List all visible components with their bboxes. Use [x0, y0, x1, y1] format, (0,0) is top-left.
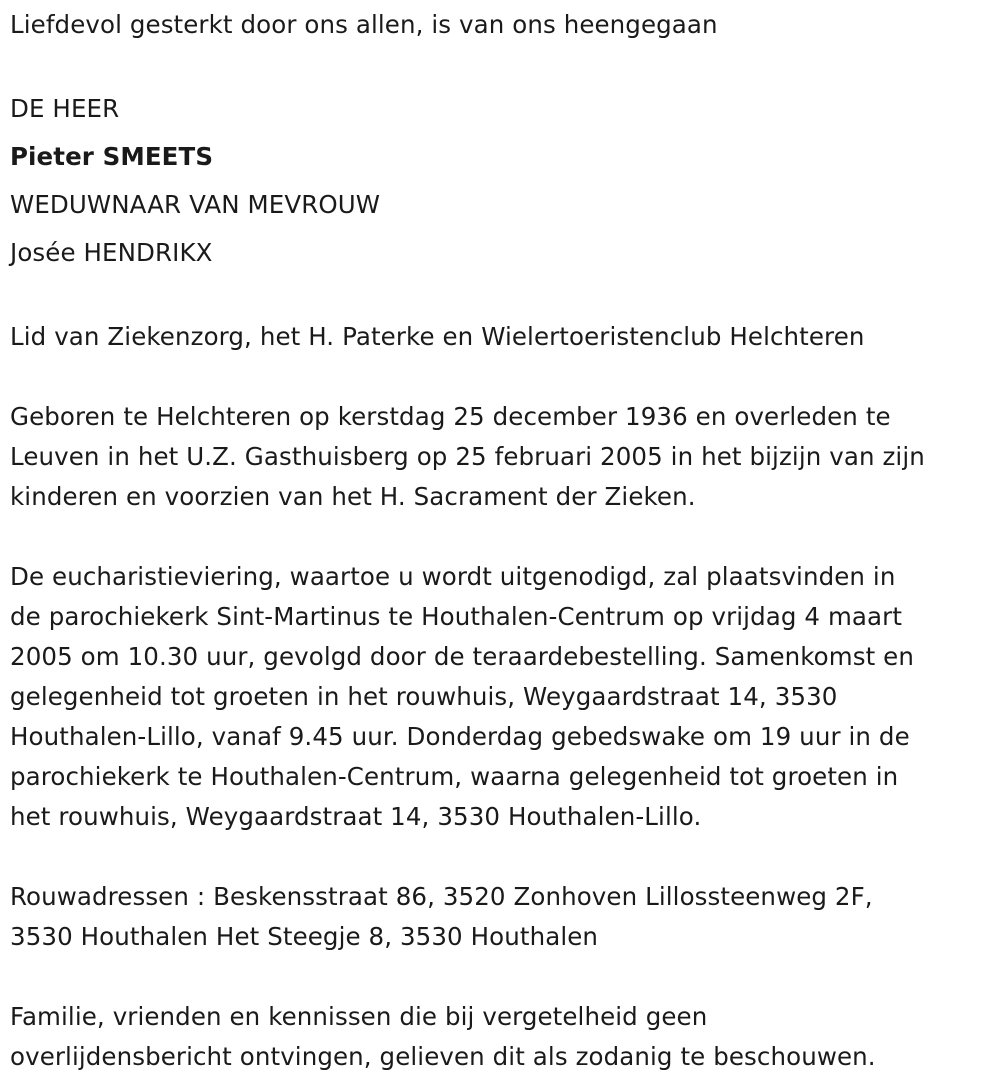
deceased-name: Pieter SMEETS [10, 142, 214, 171]
paragraph-line: 2005 om 10.30 uur, gevolgd door de teraardebestelling. Samenkomst en [10, 642, 914, 671]
paragraph-line: parochiekerk te Houthalen-Centrum, waarna gelegenheid tot groeten in [10, 762, 899, 791]
closing-paragraph [10, 997, 995, 1077]
intro-text: Liefdevol gesterkt door ons allen, is van ons heengegaan [10, 10, 718, 39]
salutation: DE HEER [10, 94, 120, 123]
obituary-notice [10, 0, 995, 1077]
relation-text: WEDUWNAAR VAN MEVROUW [10, 190, 381, 219]
paragraph-line: Leuven in het U.Z. Gasthuisberg op 25 februari 2005 in het bijzijn van zijn [10, 442, 925, 471]
paragraph-line: Houthalen-Lillo, vanaf 9.45 uur. Donderdag gebedswake om 19 uur in de [10, 722, 910, 751]
paragraph-line: Geboren te Helchteren op kerstdag 25 december 1936 en overleden te [10, 402, 891, 431]
deceased-title-block [10, 85, 995, 277]
paragraph-line: het rouwhuis, Weygaardstraat 14, 3530 Houthalen-Lillo. [10, 802, 702, 831]
paragraph-line: 3530 Houthalen Het Steegje 8, 3530 Houthalen [10, 922, 599, 951]
paragraph-line: overlijdensbericht ontvingen, gelieven dit als zodanig te beschouwen. [10, 1042, 876, 1071]
birth-death-paragraph [10, 397, 995, 517]
spouse-name: Josée HENDRIKX [10, 238, 213, 267]
membership-text: Lid van Ziekenzorg, het H. Paterke en Wielertoeristenclub Helchteren [10, 322, 865, 351]
addresses-paragraph [10, 877, 995, 957]
paragraph-line: Rouwadressen : Beskensstraat 86, 3520 Zonhoven Lillossteenweg 2F, [10, 882, 873, 911]
paragraph-line: gelegenheid tot groeten in het rouwhuis, Weygaardstraat 14, 3530 [10, 682, 838, 711]
paragraph-line: kinderen en voorzien van het H. Sacrament der Zieken. [10, 482, 696, 511]
paragraph-line: De eucharistieviering, waartoe u wordt uitgenodigd, zal plaatsvinden in [10, 562, 896, 591]
paragraph-line: Familie, vrienden en kennissen die bij vergetelheid geen [10, 1002, 708, 1031]
paragraph-line: de parochiekerk Sint-Martinus te Houthalen-Centrum op vrijdag 4 maart [10, 602, 903, 631]
ceremony-paragraph [10, 557, 995, 837]
membership-section [10, 317, 995, 357]
